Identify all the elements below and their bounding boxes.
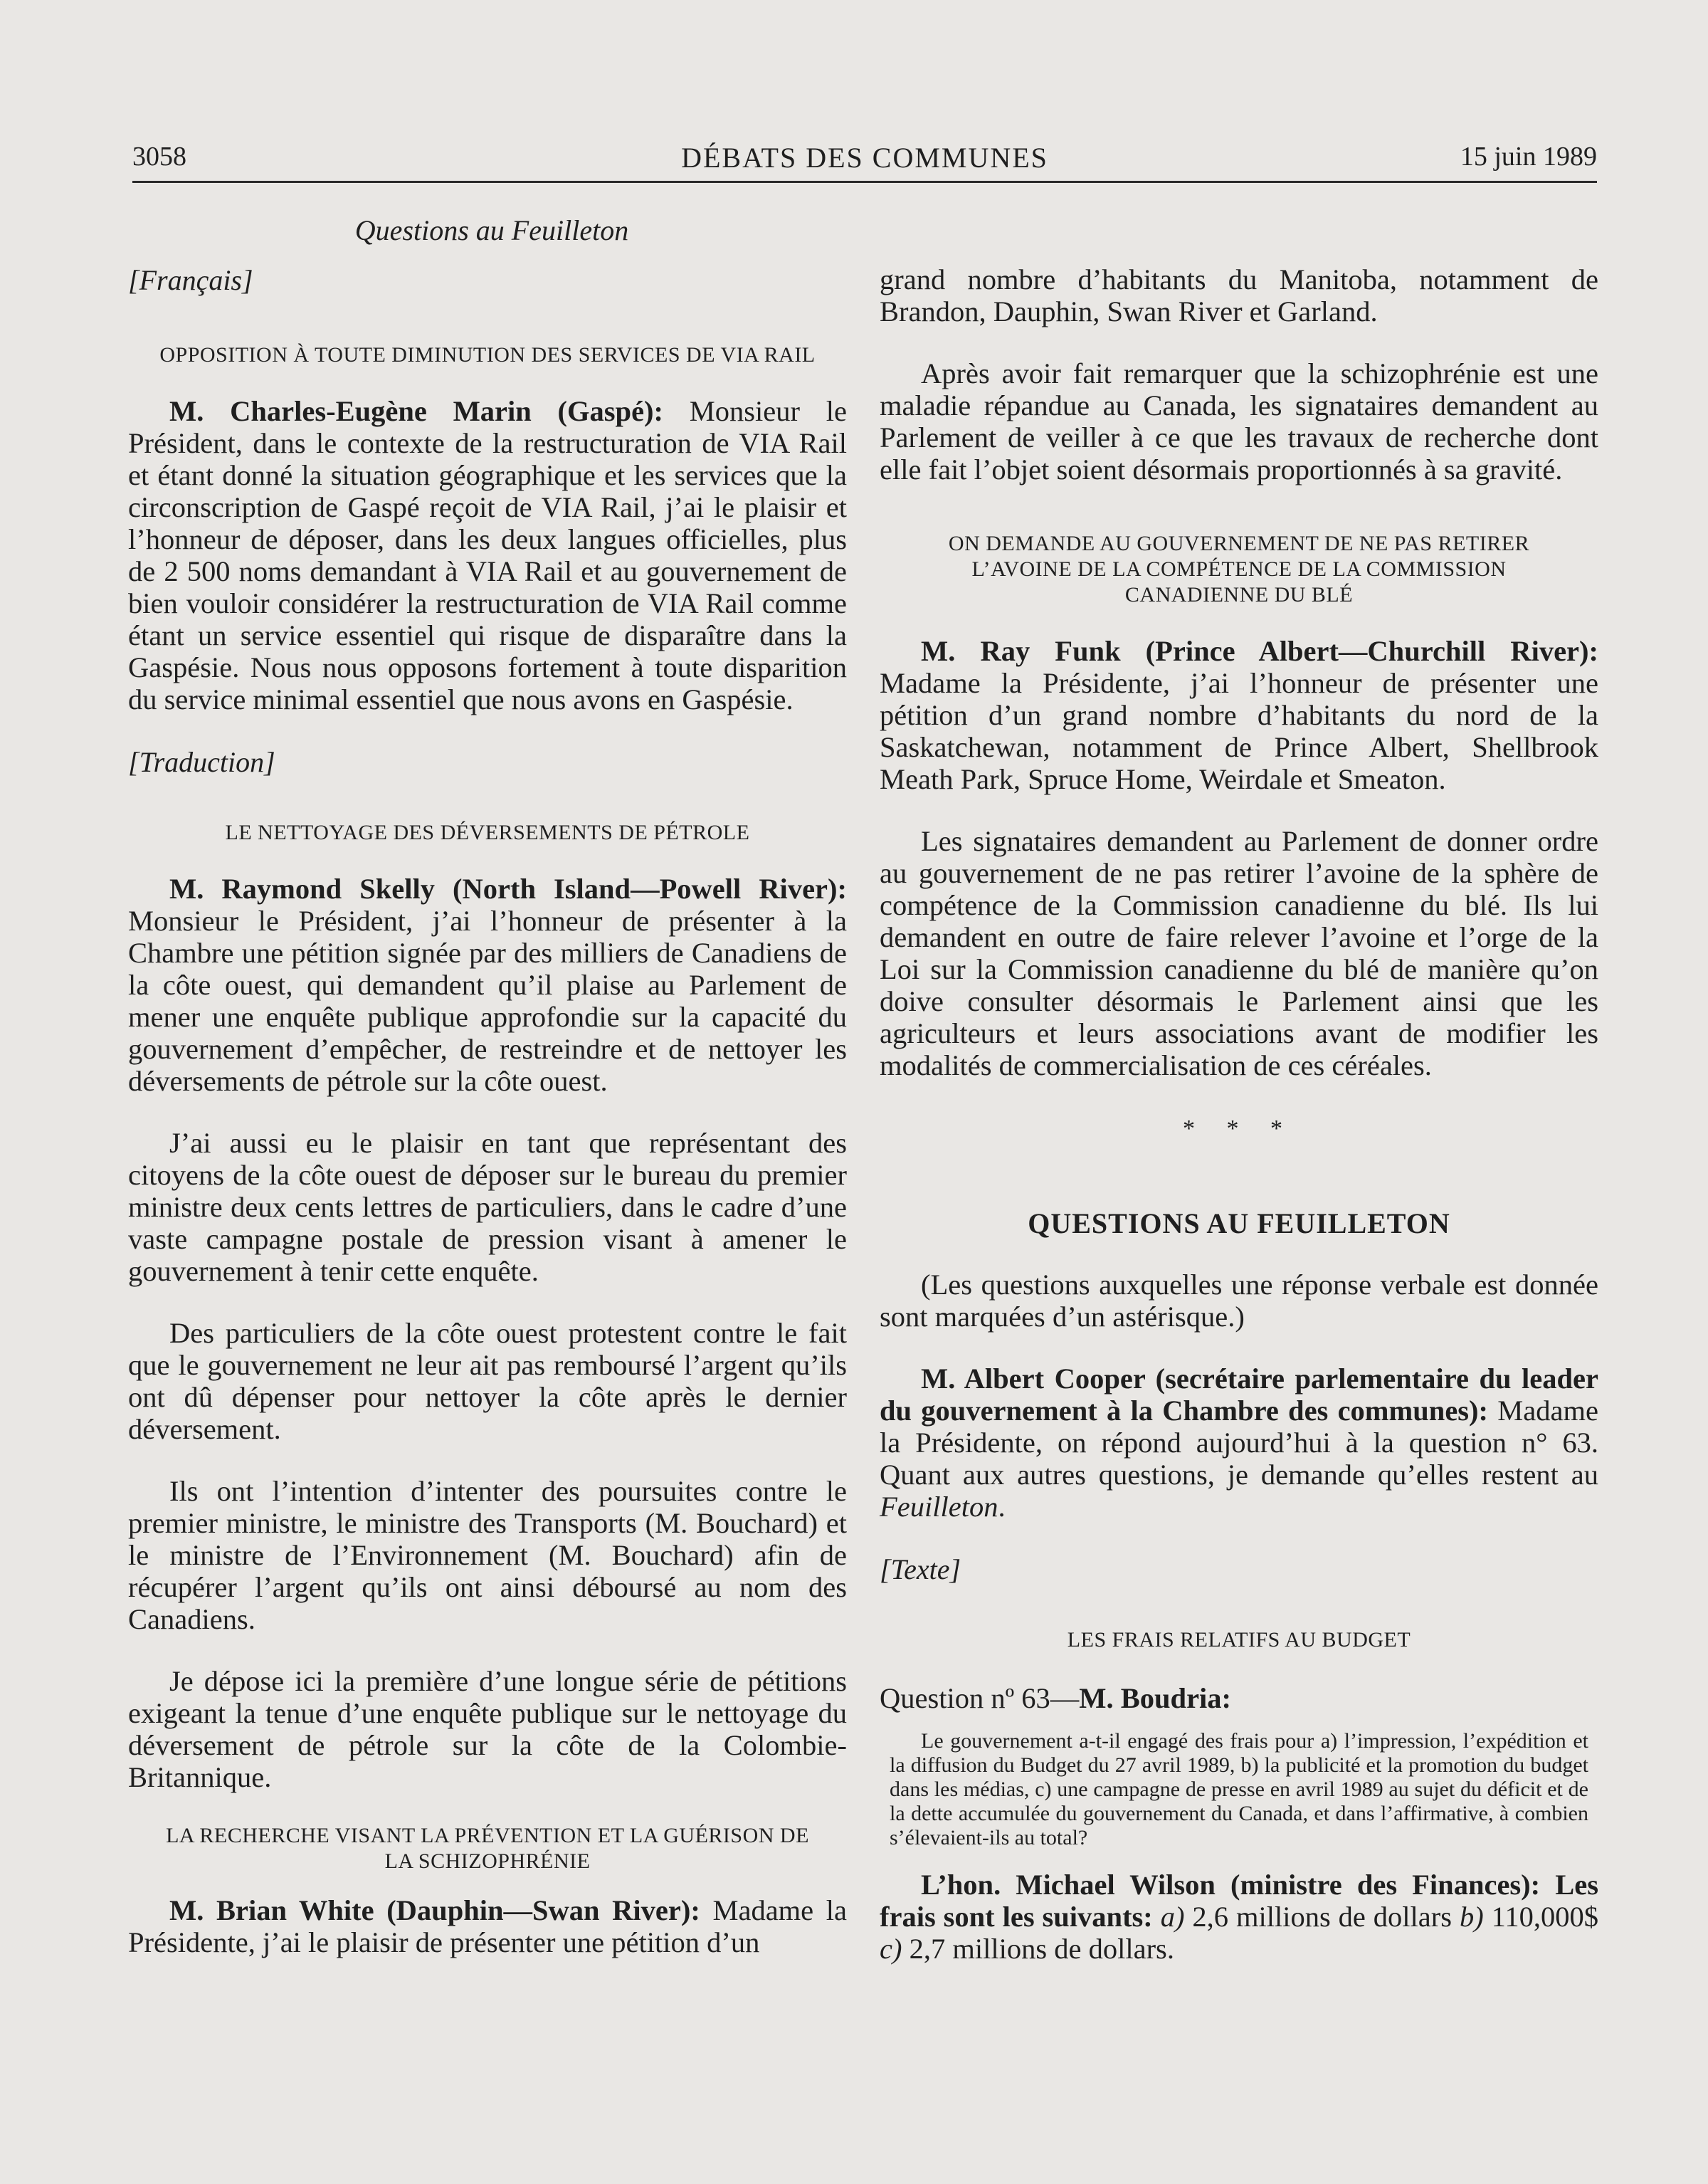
heading-schizophrenia: LA RECHERCHE VISANT LA PRÉVENTION ET LA GUÉRISON DE LA SCHIZOPHRÉNIE [166, 1824, 809, 1873]
section-separator: * * * [1183, 1115, 1295, 1142]
question-63: Question nº 63—M. Boudria: [880, 1682, 1232, 1714]
paragraph-letters: J’ai aussi eu le plaisir en tant que représentant des citoyens de la côte ouest de déposer sur le bureau du premier ministre deux cents lettres de particuliers, dans le cadre d’une vaste campagne postale de pression visant à amener le gouvernement à tenir cette enquête. [128, 1127, 847, 1287]
publication-title: DÉBATS DES COMMUNES [681, 142, 1048, 174]
petition-marin: M. Charles-Eugène Marin (Gaspé): Monsieur le Président, dans le contexte de la restructuration de VIA Rail et étant donné la situation géographique et les services que la circonscription de Gaspé reçoit de VIA Rail, j’ai le plaisir et l’honneur de déposer, dans les deux langues officielles, plus de 2 500 noms demandant à VIA Rail et au gouvernement de bien vouloir considérer la restructuration de VIA Rail comme étant un service essentiel qui risque de disparaître dans la Gaspésie. Nous nous opposons fortement à toute disparition du service minimal essentiel que nous avons en Gaspésie. [128, 395, 847, 715]
question-author: M. Boudria: [1079, 1682, 1232, 1714]
paragraph-cooper: M. Albert Cooper (secrétaire parlementaire du leader du gouvernement à la Chambre des communes): Madame la Présidente, on répond aujourd’hui à la question n° 63. Quant aux autres questions, je demande qu’elles restent au Feuilleton. [880, 1363, 1598, 1523]
issue-date: 15 juin 1989 [1460, 142, 1597, 172]
paragraph-petitions-series: Je dépose ici la première d’une longue série de pétitions exigeant la tenue d’une enquête publique sur le nettoyage du déversement de pétrole sur la côte de la Colombie-Britannique. [128, 1665, 847, 1793]
heading-budget-costs: LES FRAIS RELATIFS AU BUDGET [1067, 1628, 1411, 1652]
speaker-marin: M. Charles-Eugène Marin (Gaspé): [169, 395, 664, 427]
paragraph-reimbursement: Des particuliers de la côte ouest protestent contre le fait que le gouvernement ne leur ait pas remboursé l’argent qu’ils ont dû dépenser pour nettoyer la côte après le dernier déversement. [128, 1317, 847, 1445]
page-number: 3058 [132, 142, 186, 172]
page-header [132, 141, 1597, 183]
language-label: [Français] [128, 264, 253, 296]
left-column [128, 263, 847, 1988]
heading-questions: QUESTIONS AU FEUILLETON [1028, 1207, 1450, 1239]
answer-wilson: L’hon. Michael Wilson (ministre des Finances): Les frais sont les suivants: a) 2,6 millions de dollars b) 110,000$ c) 2,7 millions de dollars. [880, 1869, 1598, 1965]
petition-white: M. Brian White (Dauphin—Swan River): Madame la Présidente, j’ai le plaisir de présenter une pétition d’un [128, 1894, 847, 1958]
heading-via-rail: OPPOSITION À TOUTE DIMINUTION DES SERVICES DE VIA RAIL [159, 343, 816, 367]
question-text: Le gouvernement a-t-il engagé des frais pour a) l’impression, l’expédition et la diffusion du Budget du 27 avril 1989, b) la publicité et la promotion du budget dans les médias, c) une campagne de presse en avril 1989 au sujet du déficit et de la dette accumulée du gouvernement du Canada, et dans l’affirmative, à combien s’élevaient-ils au total? [890, 1729, 1588, 1849]
paragraph-manitoba: grand nombre d’habitants du Manitoba, notamment de Brandon, Dauphin, Swan River et Garland. [880, 263, 1598, 327]
text-label: [Texte] [880, 1553, 961, 1585]
paragraph-lawsuits: Ils ont l’intention d’intenter des poursuites contre le premier ministre, le ministre des Transports (M. Bouchard) et le ministre de l’Environnement (M. Bouchard) afin de récupérer l’argent qu’ils ont ainsi déboursé au nom des Canadiens. [128, 1475, 847, 1635]
petition-skelly: M. Raymond Skelly (North Island—Powell River): Monsieur le Président, j’ai l’honneur de présenter à la Chambre une pétition signée par des milliers de Canadiens de la côte ouest, qui demandent qu’il plaise au Parlement de mener une enquête publique approfondie sur la capacité du gouvernement d’empêcher, de restreindre et de nettoyer les déversements de pétrole sur la côte ouest. [128, 873, 847, 1097]
speaker-white: M. Brian White (Dauphin—Swan River): [169, 1894, 700, 1926]
speaker-cooper: M. Albert Cooper (secrétaire parlementaire du leader du gouvernement à la Chambre des communes): [880, 1363, 1598, 1427]
paragraph-schizophrenia-research: Après avoir fait remarquer que la schizophrénie est une maladie répandue au Canada, les signataires demandent au Parlement de veiller à ce que les travaux de recherche dont elle fait l’objet soient désormais proportionnés à sa gravité. [880, 357, 1598, 485]
speaker-funk: M. Ray Funk (Prince Albert—Churchill River): [921, 635, 1598, 667]
translation-label: [Traduction] [128, 746, 275, 778]
heading-oats: ON DEMANDE AU GOUVERNEMENT DE NE PAS RETIRER L’AVOINE DE LA COMPÉTENCE DE LA COMMISSION CANADIENNE DU BLÉ [948, 532, 1530, 607]
petition-funk: M. Ray Funk (Prince Albert—Churchill River): Madame la Présidente, j’ai l’honneur de présenter une pétition d’un grand nombre d’habitants du nord de la Saskatchewan, notamment de Prince Albert, Shellbrook Meath Park, Spruce Home, Weirdale et Smeaton. [880, 635, 1598, 795]
section-subheader: Questions au Feuilleton [354, 214, 629, 246]
paragraph-asterisk-note: (Les questions auxquelles une réponse verbale est donnée sont marquées d’un astérisque.) [880, 1269, 1598, 1333]
heading-oil-spills: LE NETTOYAGE DES DÉVERSEMENTS DE PÉTROLE [225, 821, 750, 844]
speaker-skelly: M. Raymond Skelly (North Island—Powell River): [169, 873, 847, 905]
speaker-wilson: L’hon. Michael Wilson (ministre des Finances): Les frais sont les suivants: [880, 1869, 1598, 1933]
paragraph-wheat-board: Les signataires demandent au Parlement de donner ordre au gouvernement de ne pas retirer l’avoine de la sphère de compétence de la Commission canadienne du blé. Ils lui demandent en outre de faire relever l’avoine et l’orge de la Loi sur la Commission canadienne du blé de manière qu’on doive consulter désormais le Parlement ainsi que les agriculteurs et leurs associations avant de modifier les modalités de commercialisation de ces céréales. [880, 825, 1598, 1081]
right-column [880, 263, 1598, 1995]
